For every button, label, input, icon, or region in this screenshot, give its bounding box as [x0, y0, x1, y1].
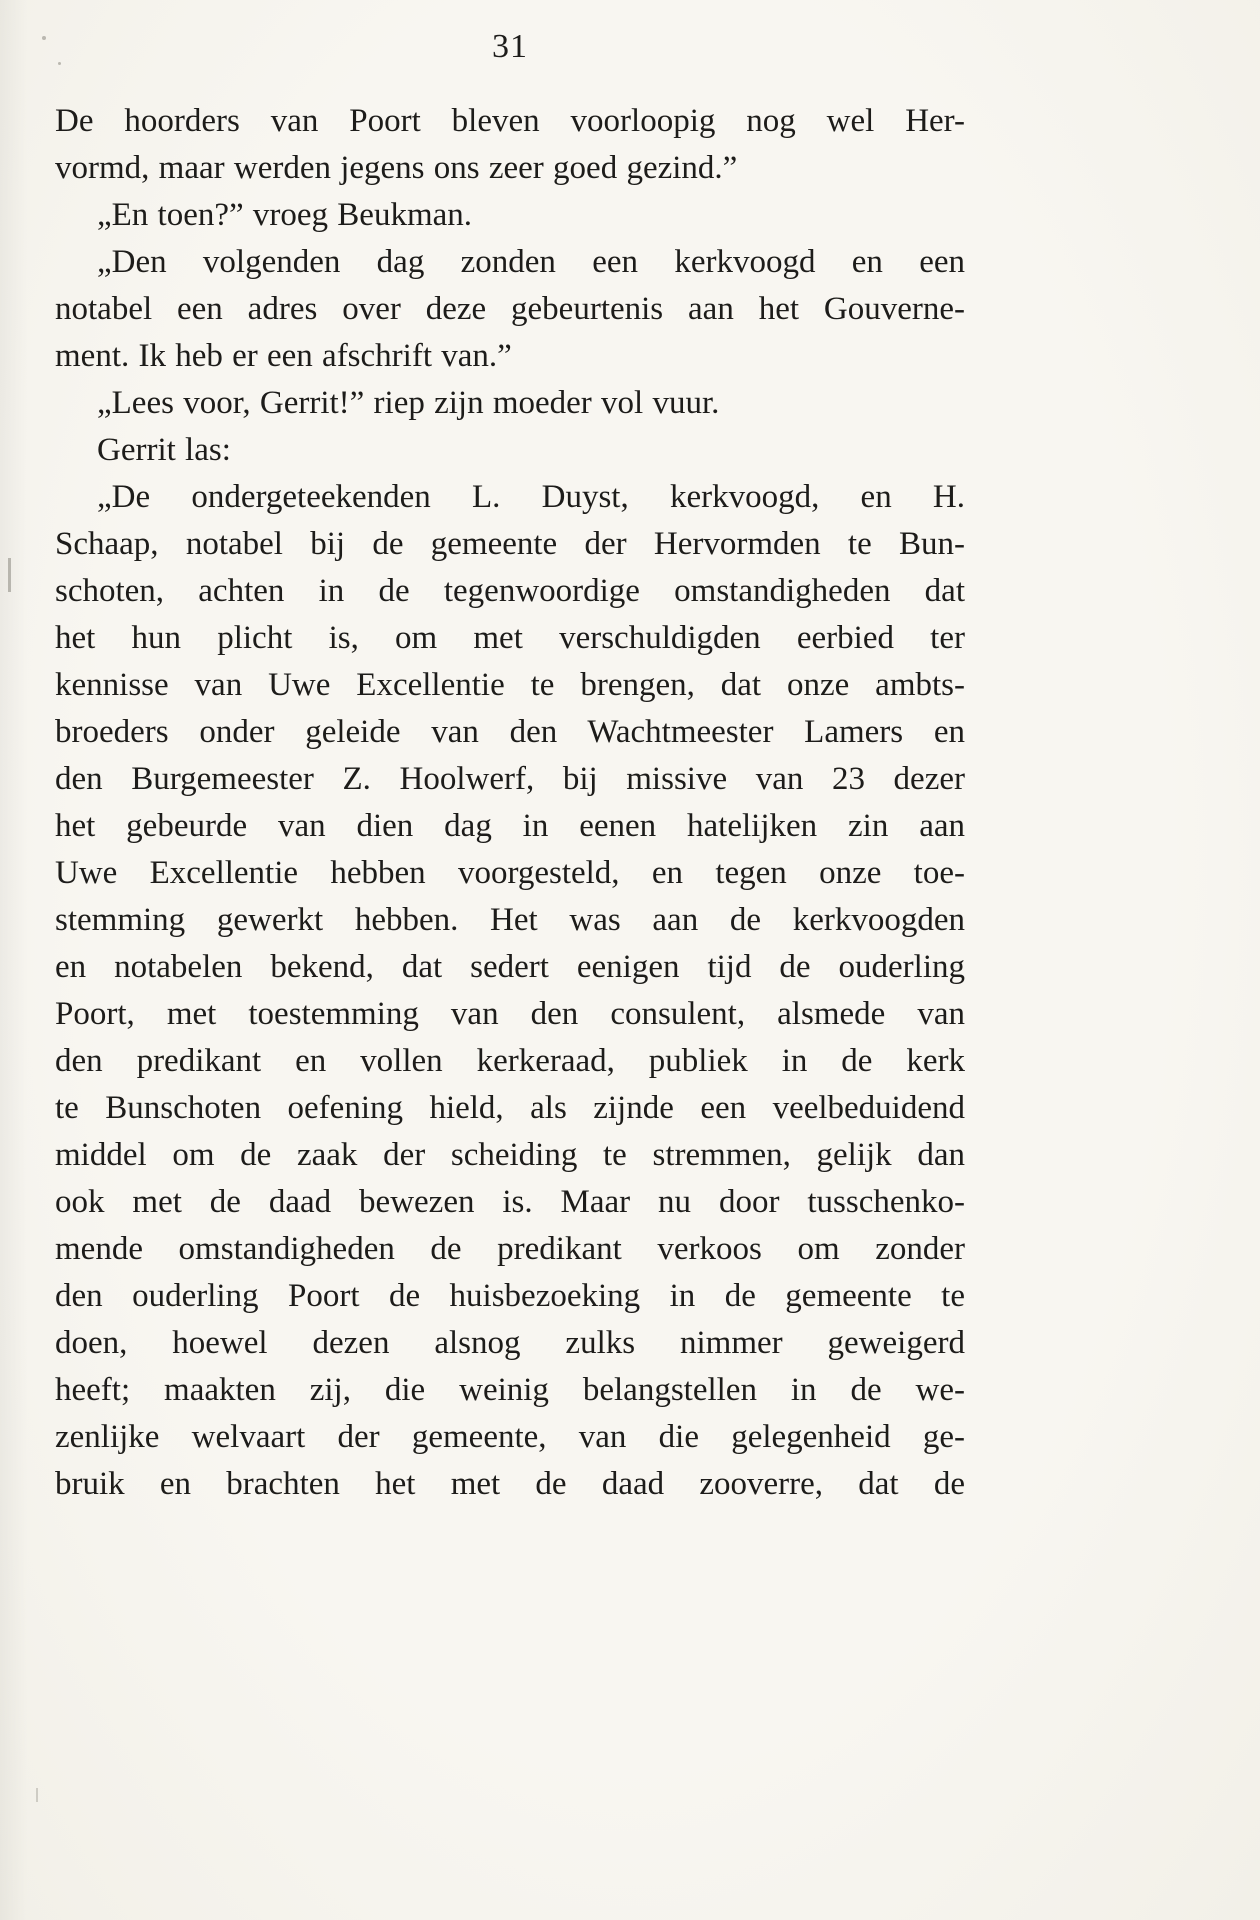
scan-artifact [36, 1788, 38, 1802]
text-line: bruik en brachten het met de daad zooverre, dat de [55, 1466, 965, 1502]
text-line: den ouderling Poort de huisbezoeking in de gemeente te [55, 1278, 965, 1314]
text-line: kennisse van Uwe Excellentie te brengen, dat onze ambts- [55, 667, 965, 703]
text-line: zenlijke welvaart der gemeente, van die gelegenheid ge- [55, 1419, 965, 1455]
text-line: Poort, met toestemming van den consulent, alsmede van [55, 996, 965, 1032]
text-line: schoten, achten in de tegenwoordige omstandigheden dat [55, 573, 965, 609]
text-line: den predikant en vollen kerkeraad, publiek in de kerk [55, 1043, 965, 1079]
text-line: broeders onder geleide van den Wachtmeester Lamers en [55, 714, 965, 750]
scan-artifact [8, 558, 11, 592]
text-line: ment. Ik heb er een afschrift van.” [55, 338, 512, 374]
text-line: ook met de daad bewezen is. Maar nu door tusschenko- [55, 1184, 965, 1220]
text-line: het hun plicht is, om met verschuldigden eerbied ter [55, 620, 965, 656]
text-line: te Bunschoten oefening hield, als zijnde een veelbeduidend [55, 1090, 965, 1126]
text-line: „En toen?” vroeg Beukman. [97, 197, 473, 233]
text-line: Gerrit las: [97, 432, 231, 468]
text-line: stemming gewerkt hebben. Het was aan de kerkvoogden [55, 902, 965, 938]
text-line: heeft; maakten zij, die weinig belangstellen in de we- [55, 1372, 965, 1408]
scan-artifact [58, 62, 61, 65]
text-line: notabel een adres over deze gebeurtenis aan het Gouverne- [55, 291, 965, 327]
text-block [55, 98, 965, 1508]
text-line: „Den volgenden dag zonden een kerkvoogd en een [97, 244, 965, 280]
text-line: De hoorders van Poort bleven voorloopig nog wel Her- [55, 103, 965, 139]
page-number: 31 [492, 28, 528, 65]
text-line: middel om de zaak der scheiding te stremmen, gelijk dan [55, 1137, 965, 1173]
text-line: vormd, maar werden jegens ons zeer goed gezind.” [55, 150, 738, 186]
text-line: en notabelen bekend, dat sedert eenigen tijd de ouderling [55, 949, 965, 985]
scan-artifact [42, 36, 46, 40]
text-line: mende omstandigheden de predikant verkoos om zonder [55, 1231, 965, 1267]
text-line: „De ondergeteekenden L. Duyst, kerkvoogd, en H. [97, 479, 965, 515]
text-line: Schaap, notabel bij de gemeente der Hervormden te Bun- [55, 526, 965, 562]
text-line: het gebeurde van dien dag in eenen hatelijken zin aan [55, 808, 965, 844]
text-line: doen, hoewel dezen alsnog zulks nimmer geweigerd [55, 1325, 965, 1361]
text-line: den Burgemeester Z. Hoolwerf, bij missive van 23 dezer [55, 761, 965, 797]
text-line: „Lees voor, Gerrit!” riep zijn moeder vol vuur. [97, 385, 720, 421]
text-line: Uwe Excellentie hebben voorgesteld, en tegen onze toe- [55, 855, 965, 891]
